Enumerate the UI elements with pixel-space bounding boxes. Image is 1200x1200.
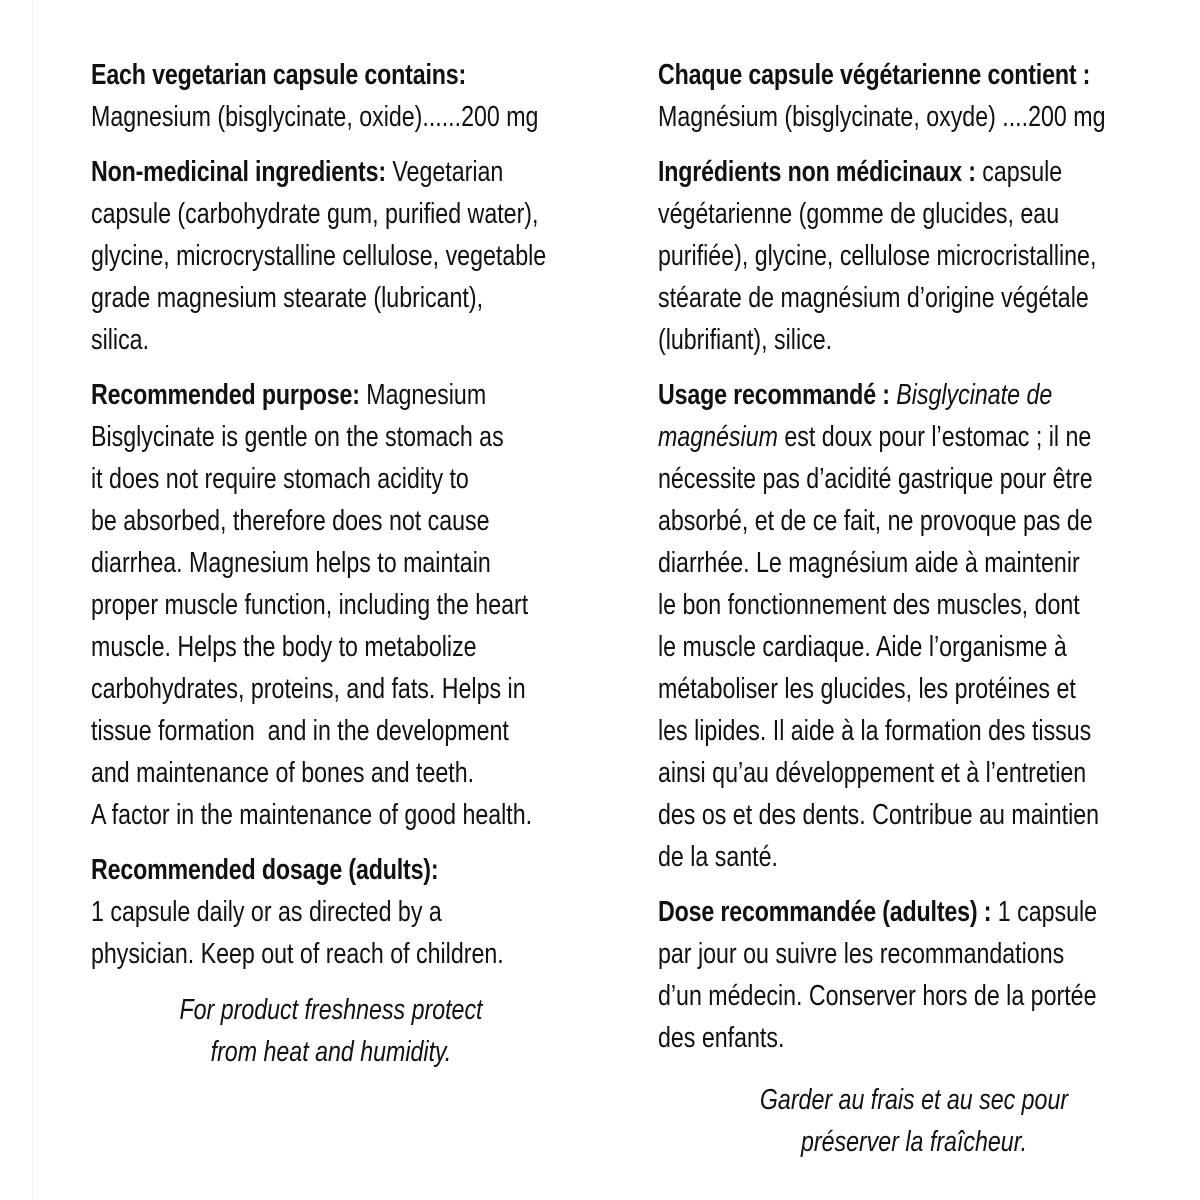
text-line: be absorbed, therefore does not cause [91,505,490,537]
text-line: des os et des dents. Contribue au maintien [658,799,1100,831]
text-line: it does not require stomach acidity to [91,463,469,495]
text-line: 1 capsule daily or as directed by a [91,896,442,928]
text-line: absorbé, et de ce fait, ne provoque pas de [658,505,1093,537]
text-line: le bon fonctionnement des muscles, dont [658,589,1080,621]
text-line: des enfants. [658,1022,785,1054]
text-line: préserver la fraîcheur. [800,1126,1028,1158]
ingredient-amount-en: 200 mg [461,101,539,133]
text-line: capsule (carbohydrate gum, purified water), [91,198,539,230]
text-line: le muscle cardiaque. Aide l’organisme à [658,631,1067,663]
text-line: silica. [91,324,150,356]
text-line: from heat and humidity. [210,1036,452,1068]
contains-heading-fr: Chaque capsule végétarienne contient : [658,59,1091,91]
text-line: est doux pour l’estomac ; il ne [777,421,1092,453]
text-line: A factor in the maintenance of good health. [91,799,533,831]
medicinal-ingredient-row-fr [658,96,1170,138]
text-line: purifiée), glycine, cellulose microcristalline, [658,240,1097,272]
non-medicinal-section-en [91,151,603,361]
page-edge-divider [32,0,33,1200]
dosage-section-en [91,849,603,975]
text-line: métaboliser les glucides, les protéines et [658,673,1076,705]
text-line: tissue formation and in the development [91,715,509,747]
text-line: Vegetarian [385,156,504,188]
text-line: d’un médecin. Conserver hors de la portée [658,980,1097,1012]
text-line: physician. Keep out of reach of children. [91,938,504,970]
non-medicinal-heading-fr: Ingrédients non médicinaux : [658,156,976,188]
ingredient-name-fr: Magnésium (bisglycinate, oxyde) [658,101,996,133]
medicinal-ingredient-row-en [91,96,603,138]
text-line: carbohydrates, proteins, and fats. Helps in [91,673,526,705]
contains-section-fr [658,54,1170,138]
purpose-heading-en: Recommended purpose: [91,379,360,411]
dosage-section-fr [658,891,1170,1059]
english-column [91,54,711,1073]
storage-note-fr [658,1079,1170,1163]
text-line: 1 capsule [991,896,1098,928]
italic-product-name: magnésium [658,421,778,453]
french-column [658,54,1200,1163]
text-line: de la santé. [658,841,778,873]
text-line: glycine, microcrystalline cellulose, vegetable [91,240,547,272]
dot-leader-fr: .... [995,101,1029,133]
text-line: végétarienne (gomme de glucides, eau [658,198,1060,230]
text-line: par jour ou suivre les recommandations [658,938,1065,970]
text-line: stéarate de magnésium d’origine végétale [658,282,1089,314]
purpose-section-en [91,374,603,836]
text-line: capsule [975,156,1063,188]
text-line: Magnesium [359,379,487,411]
text-line: ainsi qu’au développement et à l’entretien [658,757,1087,789]
non-medicinal-heading-en: Non-medicinal ingredients: [91,156,386,188]
text-line: For product freshness protect [179,994,483,1026]
text-line: nécessite pas d’acidité gastrique pour être [658,463,1093,495]
text-line: grade magnesium stearate (lubricant), [91,282,484,314]
text-line: Bisglycinate is gentle on the stomach as [91,421,504,453]
text-line: diarrhée. Le magnésium aide à maintenir [658,547,1080,579]
text-line: les lipides. Il aide à la formation des tissus [658,715,1092,747]
italic-product-name: Bisglycinate de [889,379,1053,411]
text-line: Garder au frais et au sec pour [759,1084,1069,1116]
dosage-heading-en: Recommended dosage (adults): [91,854,439,886]
text-line: and maintenance of bones and teeth. [91,757,475,789]
contains-heading-en: Each vegetarian capsule contains: [91,59,467,91]
text-line: proper muscle function, including the heart [91,589,529,621]
text-line: muscle. Helps the body to metabolize [91,631,477,663]
contains-section-en [91,54,603,138]
storage-note-en [91,989,571,1073]
dosage-heading-fr: Dose recommandée (adultes) : [658,896,992,928]
text-line: (lubrifiant), silice. [658,324,833,356]
text-line: diarrhea. Magnesium helps to maintain [91,547,491,579]
dot-leader-en: ...... [422,101,462,133]
purpose-section-fr [658,374,1170,878]
ingredient-amount-fr: 200 mg [1028,101,1106,133]
ingredient-name-en: Magnesium (bisglycinate, oxide) [91,101,423,133]
non-medicinal-section-fr [658,151,1170,361]
purpose-heading-fr: Usage recommandé : [658,379,890,411]
